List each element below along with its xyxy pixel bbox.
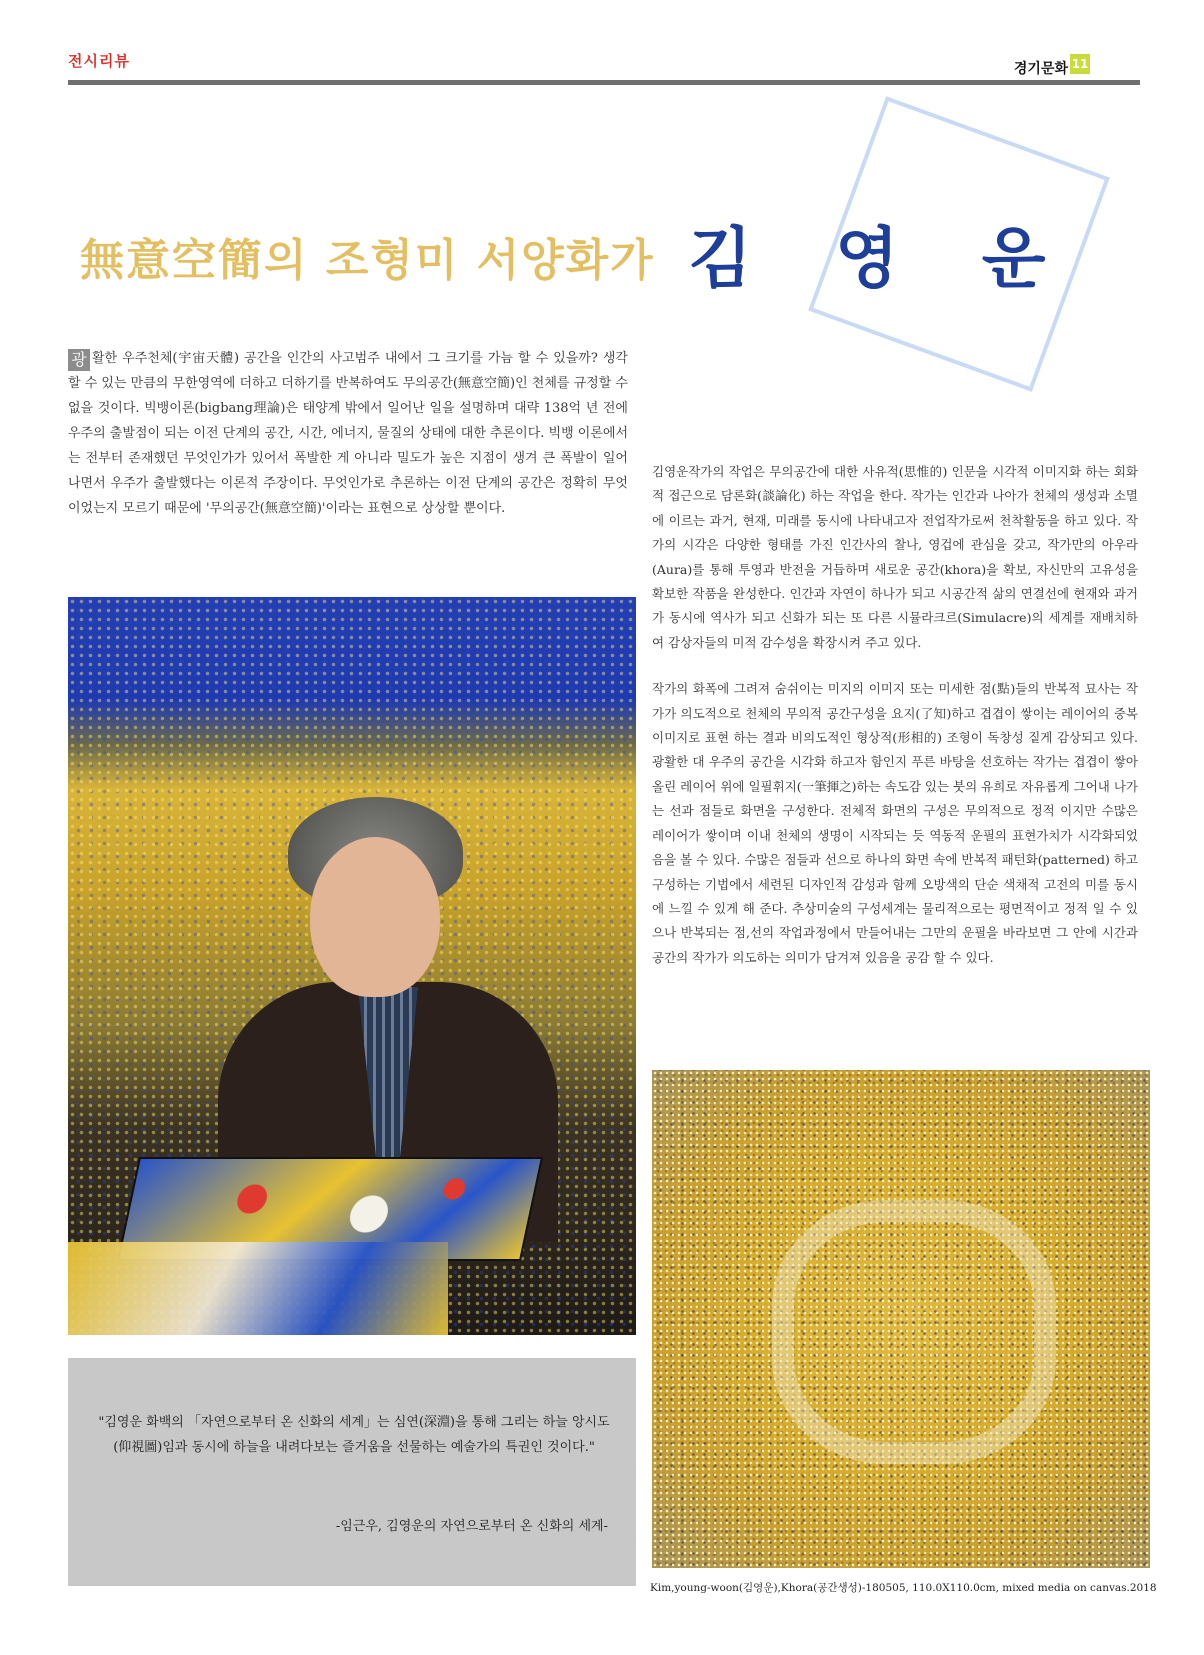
article-title — [80, 205, 1075, 300]
page-number-badge: 11 — [1070, 54, 1090, 74]
quote-source: -임근우, 김영운의 자연으로부터 온 신화의 세계- — [335, 1519, 608, 1534]
header-rule — [68, 80, 1140, 85]
artist-photo — [68, 597, 636, 1335]
drop-cap: 광 — [68, 349, 90, 371]
section-label: 전시리뷰 — [68, 52, 130, 70]
artwork-image — [652, 1070, 1150, 1568]
intro-text: 활한 우주천체(宇宙天體) 공간을 인간의 사고범주 내에서 그 크기를 가늠 할 수 있을까? 생각 할 수 있는 만큼의 무한영역에 더하고 더하기를 반복하여도 무의공간(無意空簡)인 천체를 규정할 수 없을 것이다. 빅뱅이론(bigbang理論)은 태양계 밖에서 일어난 일을 설명하며 대략 138억 년 전에 우주의 출발점이 되는 이전 단계의 공간, 시간, 에너지, 물질의 상태에 대한 추론이다. 빅뱅 이론에서는 전부터 존재했던 무엇인가가 있어서 폭발한 게 아니라 밀도가 높은 지점이 생겨 큰 폭발이 일어나면서 우주가 출발했다는 이론적 주장이다. 무엇인가로 추론하는 이전 단계의 공간은 정확히 무엇이었는지 모르기 때문에 '무의공간(無意空簡)'이라는 표현으로 상상할 뿐이다. — [68, 351, 629, 516]
body-paragraph-2: 작가의 화폭에 그려져 숨쉬이는 미지의 이미지 또는 미세한 점(點)들의 반복적 묘사는 작가가 의도적으로 천체의 무의적 공간구성을 요지(了知)하고 겹겹이 쌓이는 레이어의 중복 이미지로 표현 하는 결과 비의도적인 형상적(形相的) 조형이 독창성 짙게 감상되고 있다. 광활한 대 우주의 공간을 시각화 하고자 함인지 푸른 바탕을 선호하는 작가는 겹겹이 쌓아 올린 레이어 위에 일필휘지(一筆揮之)하는 속도감 있는 붓의 유희로 자유롭게 그어내 나가는 선과 점들로 화면을 구성한다. 전체적 화면의 구성은 무의적으로 정적 이지만 수많은 레이어가 쌓이며 이내 천체의 생명이 시작되는 듯 역동적 운필의 표현가치가 시각화되었음을 볼 수 있다. 수많은 점들과 선으로 하나의 화면 속에 반복적 패턴화(patterned) 하고 구성하는 기법에서 세련된 디자인적 감성과 함께 오방색의 단순 색채적 고전의 미를 동시에 느낄 수 있게 해 준다. 추상미술의 구성세계는 물리적으로는 평면적이고 정적 일 수 있으나 반복되는 점,선의 작업과정에서 만들어내는 그만의 운필을 바라보면 그 안에 시간과 공간의 작가가 의도하는 의미가 담겨져 있음을 공감 할 수 있다. — [652, 681, 1138, 965]
canvas-foreground — [68, 1242, 448, 1335]
artwork-caption: Kim,young-woon(김영운),Khora(공간생성)-180505, 110.0X110.0cm, mixed media on canvas.2018 — [650, 1582, 1157, 1594]
quote-text: "김영운 화백의 「자연으로부터 온 신화의 세계」는 심연(深淵)을 통해 그리는 하늘 앙시도(仰視圖)임과 동시에 하늘을 내려다보는 즐거움을 선물하는 예술가의 특권인 것이다." — [98, 1415, 610, 1455]
artist-face — [310, 837, 440, 997]
title-main: 無意空簡의 조형미 서양화가 — [80, 235, 655, 286]
artist-figure — [218, 797, 558, 1217]
quote-box — [68, 1358, 636, 1586]
intro-paragraph — [68, 346, 628, 521]
body-column — [652, 460, 1138, 992]
magazine-brand: 경기문화 — [1013, 61, 1068, 77]
artwork-ring-shape — [772, 1200, 1056, 1464]
title-artist-name: 김 영 운 — [688, 220, 1076, 297]
body-paragraph-1: 김영운작가의 작업은 무의공간에 대한 사유적(思惟的) 인문을 시각적 이미지화 하는 회화적 접근으로 담론화(談論化) 하는 작업을 한다. 작가는 인간과 나아가 천체의 생성과 소멸에 이르는 과거, 현재, 미래를 동시에 나타내고자 전업작가로써 천착활동을 하고 있다. 작가의 시각은 다양한 형태를 가진 인간사의 찰나, 영겁에 관심을 갖고, 작가만의 아우라(Aura)를 통해 투영과 반전을 거듭하며 새로운 공간(khora)을 확보, 자신만의 고유성을 확보한 작품을 완성한다. 인간과 자연이 하나가 되고 시공간적 삶의 연결선에 현재와 과거가 동시에 역사가 되고 신화가 되는 또 다른 시뮬라크르(Simulacre)의 세계를 재배치하여 감상자들의 미적 감수성을 확장시켜 주고 있다. — [652, 464, 1138, 650]
